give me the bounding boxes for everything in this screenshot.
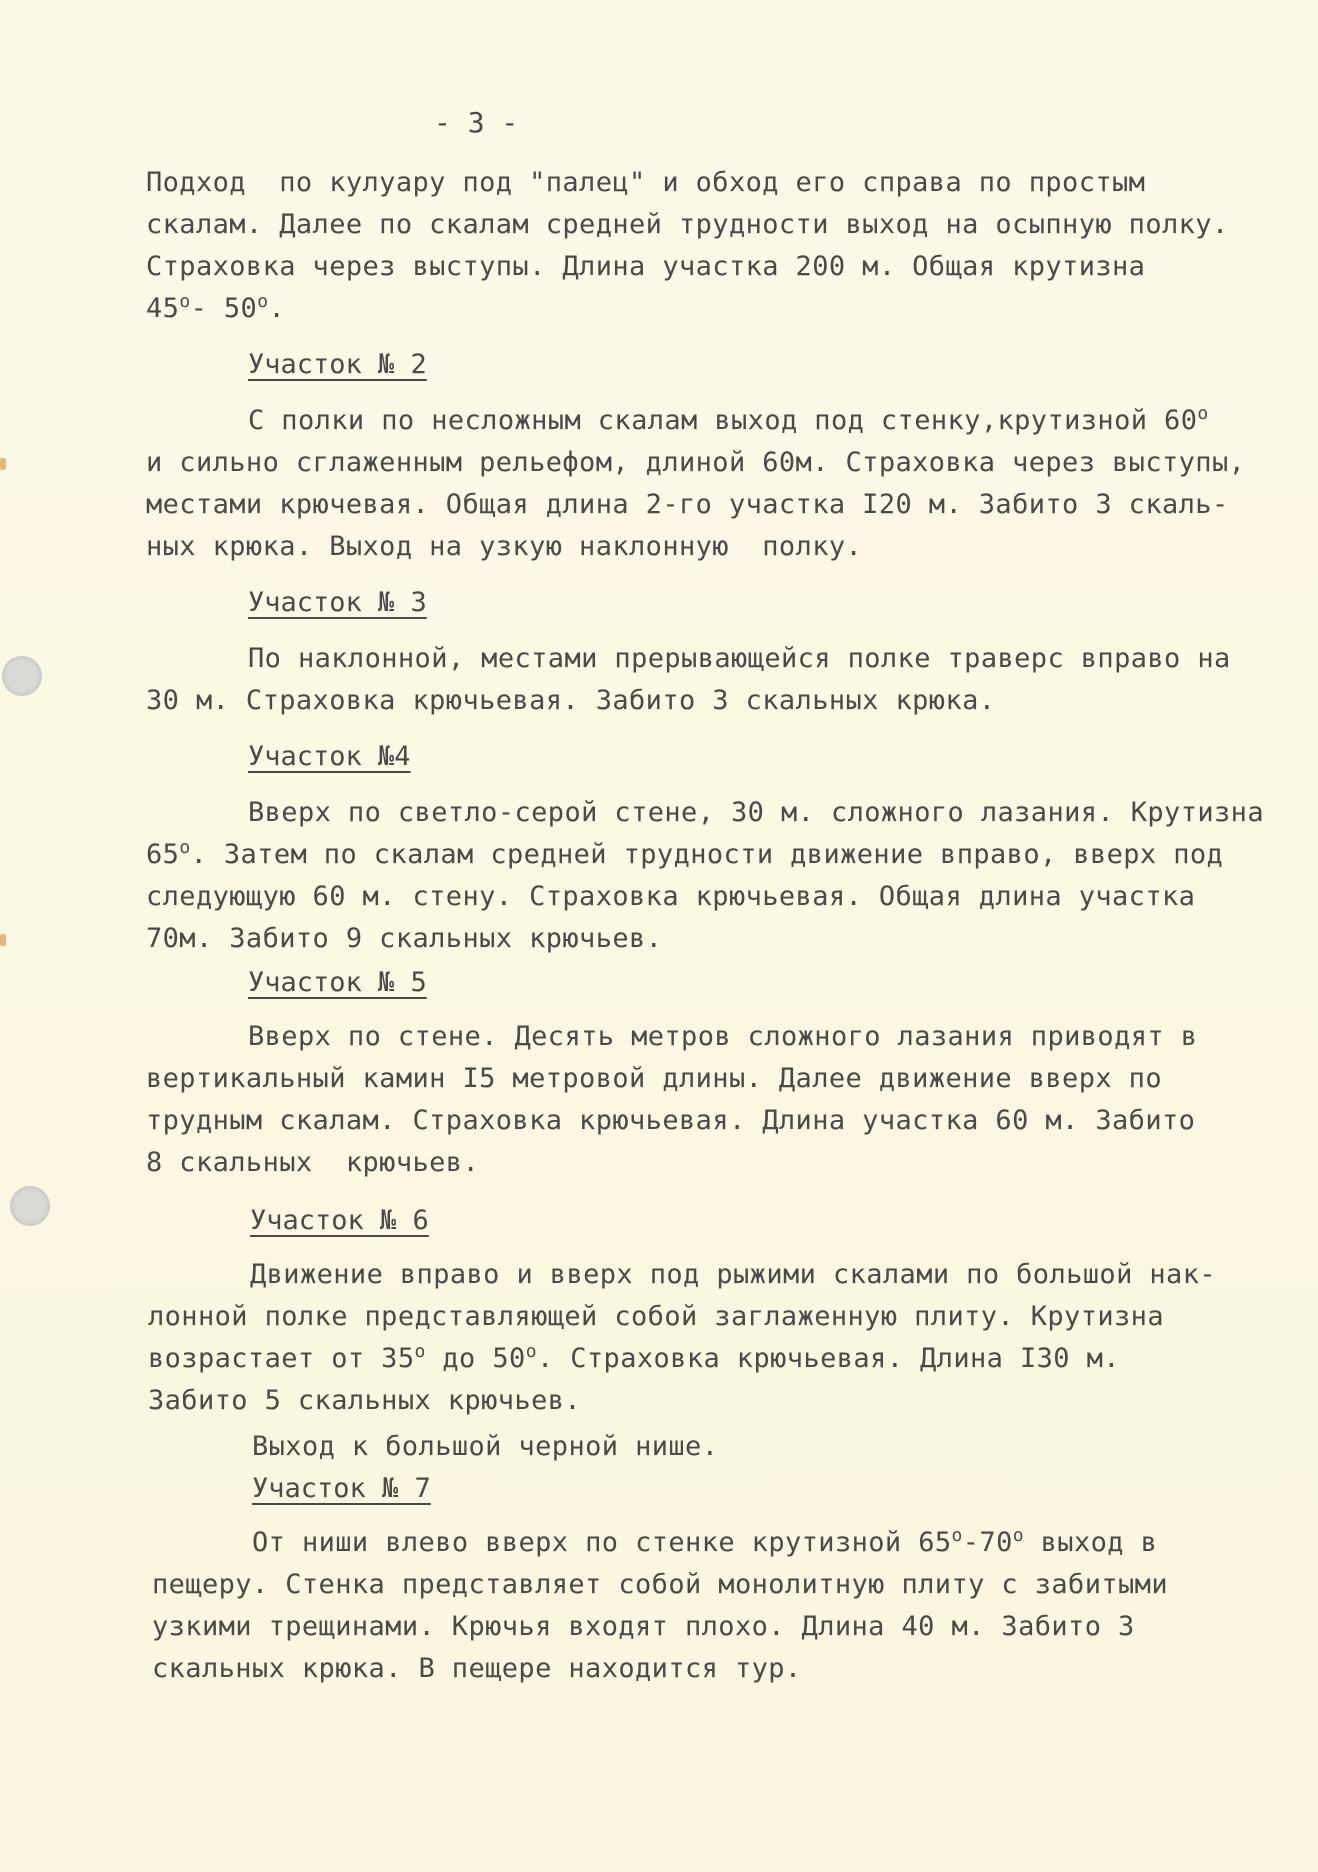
degree-mark: o: [414, 1341, 426, 1362]
intro-slope-line: [146, 292, 285, 326]
paper-stain: [0, 934, 6, 946]
intro-line: скалам. Далее по скалам средней трудности выход на осыпную полку.: [146, 209, 1229, 240]
section-5-line: Вверх по стене. Десять метров сложного лазания приводят в: [248, 1021, 1198, 1052]
section-7-line: пещеру. Стенка представляет собой монолитную плиту с забитыми: [152, 1569, 1168, 1600]
intro-slope-from: 45: [146, 293, 180, 324]
intro-line: Страховка через выступы. Длина участка 200 м. Общая крутизна: [146, 251, 1146, 282]
section-title-4: Участок №4: [248, 741, 411, 772]
page-number: - 3 -: [434, 106, 519, 139]
section-3-line: По наклонной, местами прерывающейся полке траверс вправо на: [248, 643, 1231, 674]
section-4-line: 70м. Забито 9 скальных крючьев.: [146, 923, 663, 954]
degree-mark: o: [257, 291, 269, 312]
section-4-line: 65$^o$. Затем по скалам средней трудности движение вправо, вверх под: [146, 837, 1224, 870]
paper-stain: [0, 458, 6, 470]
section-title-6: Участок № 6: [250, 1205, 429, 1236]
section-2-line: местами крючевая. Общая длина 2-го участка I20 м. Забито 3 скаль-: [146, 489, 1229, 520]
section-title-2: Участок № 2: [248, 349, 427, 380]
section-6-line: лонной полке представляющей собой заглаженную плиту. Крутизна: [148, 1301, 1164, 1332]
section-title-5: Участок № 5: [248, 967, 427, 998]
section-title-3: Участок № 3: [248, 587, 427, 618]
section-6-line: возрастает от 35$^o$ до 50$^o$. Страховка крючьевая. Длина I30 м.: [148, 1341, 1120, 1374]
degree-mark: o: [179, 291, 191, 312]
degree-mark: o: [1012, 1525, 1024, 1546]
section-2-line: ных крюка. Выход на узкую наклонную полку.: [146, 531, 863, 562]
intro-slope-end: .: [268, 293, 286, 324]
section-5-line: вертикальный камин I5 метровой длины. Далее движение вверх по: [146, 1063, 1162, 1094]
degree-mark: o: [1197, 403, 1209, 424]
section-4-line: Вверх по светло-серой стене, 30 м. сложного лазания. Крутизна: [248, 797, 1264, 828]
section-2-line: и сильно сглаженным рельефом, длиной 60м. Страховка через выступы,: [146, 447, 1246, 478]
section-7-line: От ниши влево вверх по стенке крутизной 65$^o$-70$^o$ выход в: [252, 1525, 1158, 1558]
intro-line: Подход по кулуару под "палец" и обход его справа по простым: [146, 167, 1146, 198]
section-6-line: Движение вправо и вверх под рыжими скалами по большой нак-: [250, 1259, 1217, 1290]
section-4-line: следующую 60 м. стену. Страховка крючьевая. Общая длина участка: [146, 881, 1196, 912]
punch-hole-top: [2, 656, 42, 696]
degree-mark: o: [525, 1341, 537, 1362]
section-7-line: узкими трещинами. Крючья входят плохо. Длина 40 м. Забито 3: [152, 1611, 1135, 1642]
section-6-line: Выход к большой черной нише.: [252, 1431, 719, 1462]
degree-mark: o: [179, 837, 191, 858]
section-3-line: 30 м. Страховка крючьевая. Забито 3 скальных крюка.: [146, 685, 996, 716]
section-2-line: С полки по несложным скалам выход под стенку,крутизной 60$^o$: [248, 403, 1209, 436]
section-5-line: трудным скалам. Страховка крючьевая. Длина участка 60 м. Забито: [146, 1105, 1196, 1136]
section-7-line: скальных крюка. В пещере находится тур.: [152, 1653, 802, 1684]
intro-slope-to: 50: [223, 293, 258, 324]
punch-hole-bottom: [10, 1186, 50, 1226]
degree-mark: o: [951, 1525, 963, 1546]
section-6-line: Забито 5 скальных крючьев.: [148, 1385, 582, 1416]
section-title-7: Участок № 7: [252, 1473, 431, 1504]
intro-slope-sep: -: [190, 293, 224, 324]
section-5-line: 8 скальных крючьев.: [146, 1147, 480, 1178]
